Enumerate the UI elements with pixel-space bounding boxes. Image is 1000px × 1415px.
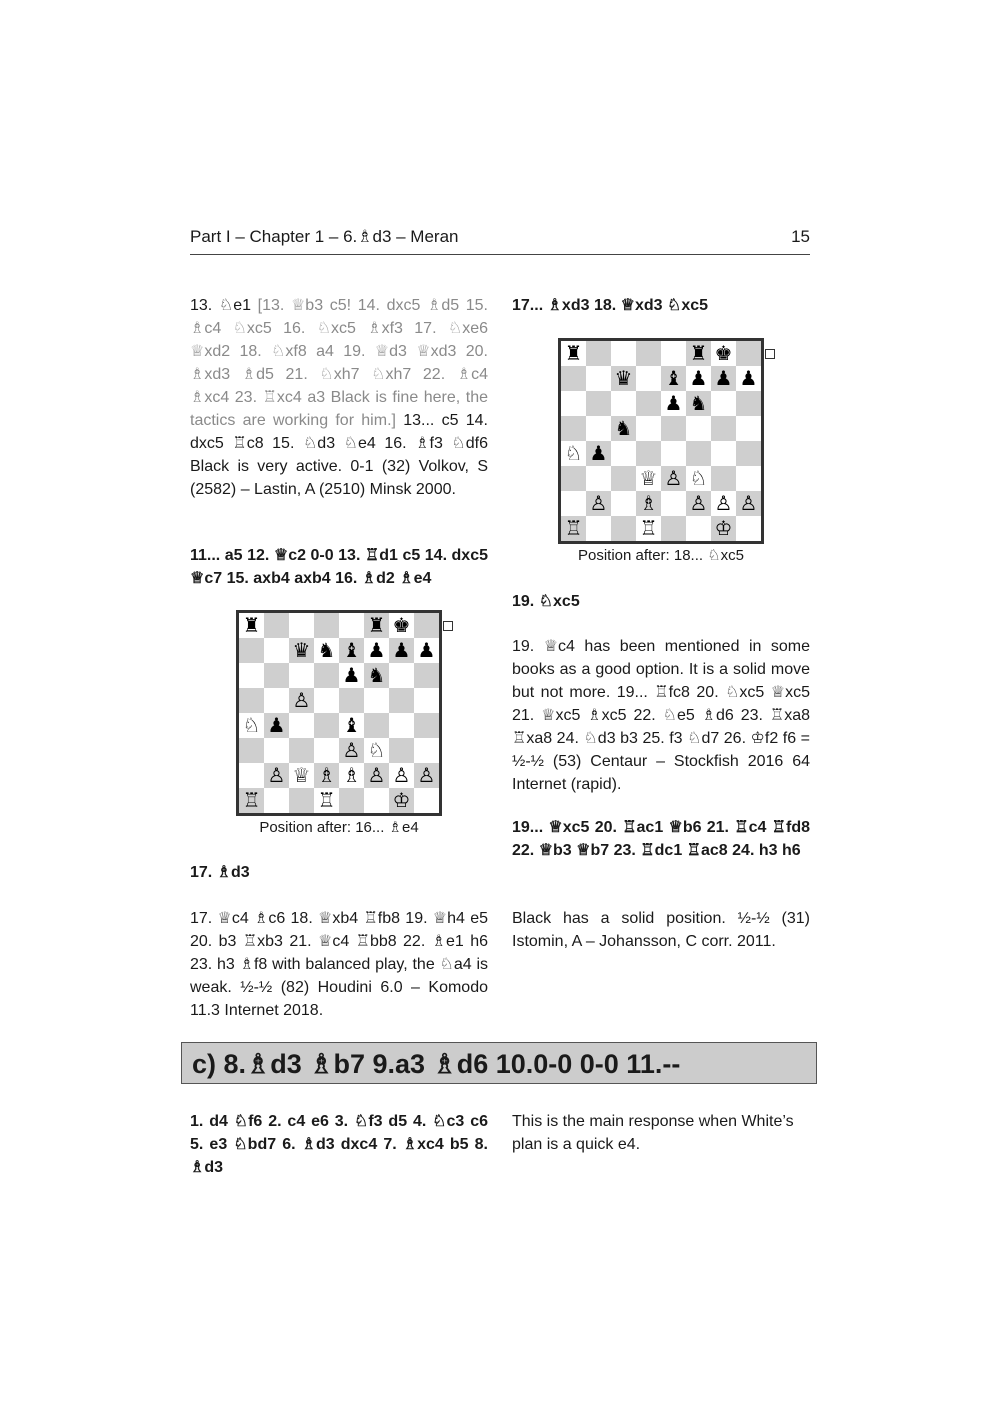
- running-header: [190, 226, 810, 255]
- white-queen-icon: ♕: [639, 466, 658, 490]
- board-square: [686, 441, 711, 466]
- board-square: [686, 516, 711, 541]
- board-square: [239, 613, 264, 638]
- black-pawn-icon: ♟: [664, 391, 683, 415]
- board-square: [289, 763, 314, 788]
- variation-annotation: [13. ♕b3 c5! 14. dxc5 ♗d5 15. ♗c4 ♘xc5 16. ♘xc5 ♗xf3 17. ♘xe6 ♕xd2 18. ♘xf8 a4 19. ♕d3 ♕xd3 20. ♗xd3 ♗d5 21. ♘xh7 ♘xh7 22. ♗c4 ♗xc4 23. ♖xc4 a3 Black is fine here, the tactics are working for him.]: [190, 297, 488, 429]
- board-square: [661, 441, 686, 466]
- board-square: [339, 638, 364, 663]
- board-square: [339, 713, 364, 738]
- board-square: [586, 366, 611, 391]
- board-square: [736, 466, 761, 491]
- board-square: [264, 788, 289, 813]
- board-square: [686, 366, 711, 391]
- board-square: [314, 713, 339, 738]
- move-19-heading: 19. ♘xc5: [512, 593, 580, 610]
- board-square: [414, 638, 439, 663]
- game-continuation: 13... c5 14. dxc5 ♖c8 15. ♘d3 ♘e4 16. ♗f3 ♘df6 Black is very active. 0-1 (32) Volkov, S (2582) – Lastin, A (2510) Minsk 2000.: [190, 412, 489, 498]
- black-king-icon: ♚: [392, 613, 411, 637]
- board-square: [711, 341, 736, 366]
- board-square: [314, 738, 339, 763]
- black-bishop-icon: ♝: [342, 638, 361, 662]
- board-square: [736, 516, 761, 541]
- board-square: [364, 763, 389, 788]
- move-13: 13. ♘e1: [190, 297, 258, 314]
- board-square: [414, 613, 439, 638]
- board-square: [389, 763, 414, 788]
- black-king-icon: ♚: [714, 341, 733, 365]
- board-square: [736, 366, 761, 391]
- board-square: [364, 613, 389, 638]
- board-square: [611, 416, 636, 441]
- white-bishop-icon: ♗: [639, 491, 658, 515]
- left-paragraph-1: [190, 294, 488, 501]
- white-rook-icon: ♖: [317, 788, 336, 812]
- board-square: [561, 366, 586, 391]
- black-pawn-icon: ♟: [267, 713, 286, 737]
- side-to-move-indicator: [765, 349, 775, 359]
- black-pawn-icon: ♟: [342, 663, 361, 687]
- board-square: [289, 738, 314, 763]
- diagram-caption-2: Position after: 18... ♘xc5: [577, 547, 745, 564]
- board-square: [339, 738, 364, 763]
- moves-17-18: 17... ♗xd3 18. ♕xd3 ♘xc5: [512, 297, 709, 314]
- board-square: [314, 638, 339, 663]
- board-square: [264, 613, 289, 638]
- page-number: 15: [791, 227, 810, 246]
- white-king-icon: ♔: [392, 788, 411, 812]
- board-square: [611, 466, 636, 491]
- white-rook-icon: ♖: [242, 788, 261, 812]
- board-square: [339, 663, 364, 688]
- board-square: [364, 663, 389, 688]
- black-knight-icon: ♞: [614, 416, 633, 440]
- board-square: [711, 416, 736, 441]
- white-knight-icon: ♘: [564, 441, 583, 465]
- board-square: [561, 466, 586, 491]
- board-square: [711, 466, 736, 491]
- white-pawn-icon: ♙: [417, 763, 436, 787]
- board-square: [314, 613, 339, 638]
- chess-diagram-2: [558, 338, 764, 544]
- board-square: [586, 441, 611, 466]
- black-bishop-icon: ♝: [664, 366, 683, 390]
- board-square: [289, 613, 314, 638]
- board-square: [711, 366, 736, 391]
- black-queen-icon: ♛: [292, 638, 311, 662]
- black-knight-icon: ♞: [367, 663, 386, 687]
- white-bishop-icon: ♗: [342, 763, 361, 787]
- board-square: [364, 713, 389, 738]
- board-square: [389, 613, 414, 638]
- white-pawn-icon: ♙: [267, 763, 286, 787]
- board-square: [561, 341, 586, 366]
- section-opening-moves: 1. d4 ♘f6 2. c4 e6 3. ♘f3 d5 4. ♘c3 c6 5. e3 ♘bd7 6. ♗d3 dxc4 7. ♗xc4 b5 8. ♗d3: [190, 1113, 488, 1176]
- board-square: [239, 738, 264, 763]
- board-square: [561, 416, 586, 441]
- board-square: [586, 416, 611, 441]
- board-square: [686, 416, 711, 441]
- board-square: [339, 688, 364, 713]
- white-knight-icon: ♘: [367, 738, 386, 762]
- black-bishop-icon: ♝: [342, 713, 361, 737]
- board-square: [561, 441, 586, 466]
- white-king-icon: ♔: [714, 516, 733, 540]
- board-square: [414, 688, 439, 713]
- black-rook-icon: ♜: [564, 341, 583, 365]
- board-square: [636, 341, 661, 366]
- board-square: [661, 391, 686, 416]
- board-square: [586, 391, 611, 416]
- board-square: [289, 713, 314, 738]
- board-square: [711, 516, 736, 541]
- board-square: [611, 341, 636, 366]
- board-square: [289, 688, 314, 713]
- board-square: [414, 788, 439, 813]
- board-square: [611, 391, 636, 416]
- board-square: [561, 516, 586, 541]
- black-pawn-icon: ♟: [689, 366, 708, 390]
- board-square: [661, 466, 686, 491]
- board-square: [611, 491, 636, 516]
- white-pawn-icon: ♙: [367, 763, 386, 787]
- board-square: [414, 763, 439, 788]
- board-square: [414, 738, 439, 763]
- white-pawn-icon: ♙: [714, 491, 733, 515]
- white-queen-icon: ♕: [292, 763, 311, 787]
- white-pawn-icon: ♙: [689, 491, 708, 515]
- board-square: [389, 738, 414, 763]
- board-square: [364, 688, 389, 713]
- board-square: [736, 341, 761, 366]
- board-square: [414, 663, 439, 688]
- board-square: [339, 788, 364, 813]
- moves-11-16: 11... a5 12. ♕c2 0-0 13. ♖d1 c5 14. dxc5 ♕c7 15. axb4 axb4 16. ♗d2 ♗e4: [190, 547, 488, 587]
- board-square: [264, 713, 289, 738]
- board-square: [636, 491, 661, 516]
- black-pawn-icon: ♟: [739, 366, 758, 390]
- board-square: [711, 391, 736, 416]
- white-pawn-icon: ♙: [292, 688, 311, 712]
- board-square: [636, 441, 661, 466]
- black-queen-icon: ♛: [614, 366, 633, 390]
- board-square: [661, 516, 686, 541]
- side-to-move-indicator: [443, 621, 453, 631]
- board-square: [586, 341, 611, 366]
- chess-diagram-1: [236, 610, 442, 816]
- black-pawn-icon: ♟: [392, 638, 411, 662]
- white-pawn-icon: ♙: [392, 763, 411, 787]
- board-square: [264, 763, 289, 788]
- board-square: [636, 391, 661, 416]
- white-knight-icon: ♘: [242, 713, 261, 737]
- board-square: [586, 516, 611, 541]
- chapter-title: Part I – Chapter 1 – 6.♗d3 – Meran: [190, 227, 459, 246]
- board-square: [686, 491, 711, 516]
- board-square: [339, 763, 364, 788]
- board-square: [636, 416, 661, 441]
- section-note: This is the main response when White’s plan is a quick e4.: [512, 1113, 794, 1153]
- board-square: [636, 366, 661, 391]
- final-assessment: Black has a solid position. ½-½ (31) Istomin, A – Johansson, C corr. 2011.: [512, 910, 810, 950]
- white-bishop-icon: ♗: [317, 763, 336, 787]
- board-square: [264, 638, 289, 663]
- white-rook-icon: ♖: [564, 516, 583, 540]
- board-square: [314, 788, 339, 813]
- board-square: [289, 638, 314, 663]
- board-square: [586, 466, 611, 491]
- black-pawn-icon: ♟: [714, 366, 733, 390]
- black-rook-icon: ♜: [689, 341, 708, 365]
- board-square: [736, 416, 761, 441]
- moves-19-24: 19... ♕xc5 20. ♖ac1 ♕b6 21. ♖c4 ♖fd8 22. ♕b3 ♕b7 23. ♖dc1 ♖ac8 24. h3 h6: [512, 819, 810, 859]
- black-knight-icon: ♞: [317, 638, 336, 662]
- white-knight-icon: ♘: [689, 466, 708, 490]
- board-square: [736, 391, 761, 416]
- board-square: [364, 738, 389, 763]
- board-square: [736, 491, 761, 516]
- board-square: [389, 713, 414, 738]
- board-square: [711, 491, 736, 516]
- board-square: [364, 788, 389, 813]
- board-square: [389, 638, 414, 663]
- board-square: [636, 516, 661, 541]
- board-square: [586, 491, 611, 516]
- board-square: [561, 491, 586, 516]
- board-square: [661, 491, 686, 516]
- board-square: [289, 663, 314, 688]
- board-square: [339, 613, 364, 638]
- board-square: [239, 788, 264, 813]
- board-square: [239, 663, 264, 688]
- white-pawn-icon: ♙: [664, 466, 683, 490]
- move-17-heading: 17. ♗d3: [190, 864, 250, 881]
- board-square: [264, 663, 289, 688]
- black-pawn-icon: ♟: [589, 441, 608, 465]
- black-rook-icon: ♜: [367, 613, 386, 637]
- board-square: [686, 391, 711, 416]
- board-square: [264, 688, 289, 713]
- move-19-notes: 19. ♕c4 has been mentioned in some books as a good option. It is a solid move but not more. 19... ♖fc8 20. ♘xc5 ♕xc5 21. ♕xc5 ♗xc5 22. ♘e5 ♗d6 23. ♖xa8 ♖xa8 24. ♘d3 b3 25. f3 ♘d7 26. ♔f2 f6 = ½-½ (53) Centaur – Stockfish 2016 64 Internet (rapid).: [512, 638, 810, 793]
- white-rook-icon: ♖: [639, 516, 658, 540]
- board-square: [611, 366, 636, 391]
- white-pawn-icon: ♙: [589, 491, 608, 515]
- board-square: [364, 638, 389, 663]
- board-square: [264, 738, 289, 763]
- board-square: [611, 516, 636, 541]
- black-rook-icon: ♜: [242, 613, 261, 637]
- black-knight-icon: ♞: [689, 391, 708, 415]
- board-square: [239, 763, 264, 788]
- board-square: [239, 688, 264, 713]
- section-heading: c) 8.♗d3 ♗b7 9.a3 ♗d6 10.0-0 0-0 11.--: [181, 1042, 817, 1084]
- board-square: [686, 341, 711, 366]
- white-pawn-icon: ♙: [739, 491, 758, 515]
- board-square: [686, 466, 711, 491]
- diagram-caption-1: Position after: 16... ♗e4: [259, 819, 419, 836]
- black-pawn-icon: ♟: [417, 638, 436, 662]
- board-square: [314, 688, 339, 713]
- board-square: [389, 688, 414, 713]
- board-square: [736, 441, 761, 466]
- board-square: [561, 391, 586, 416]
- board-square: [239, 638, 264, 663]
- black-pawn-icon: ♟: [367, 638, 386, 662]
- move-17-notes: 17. ♕c4 ♗c6 18. ♕xb4 ♖fb8 19. ♕h4 e5 20. b3 ♖xb3 21. ♕c4 ♖bb8 22. ♗e1 h6 23. h3 ♗f8 with balanced play, the ♘a4 is weak. ½-½ (82) Houdini 6.0 – Komodo 11.3 Internet 2018.: [190, 910, 488, 1019]
- board-square: [661, 366, 686, 391]
- board-square: [636, 466, 661, 491]
- board-square: [414, 713, 439, 738]
- board-square: [389, 663, 414, 688]
- white-pawn-icon: ♙: [342, 738, 361, 762]
- board-square: [661, 416, 686, 441]
- board-square: [611, 441, 636, 466]
- board-square: [389, 788, 414, 813]
- board-square: [711, 441, 736, 466]
- board-square: [661, 341, 686, 366]
- board-square: [289, 788, 314, 813]
- board-square: [314, 763, 339, 788]
- board-square: [314, 663, 339, 688]
- board-square: [239, 713, 264, 738]
